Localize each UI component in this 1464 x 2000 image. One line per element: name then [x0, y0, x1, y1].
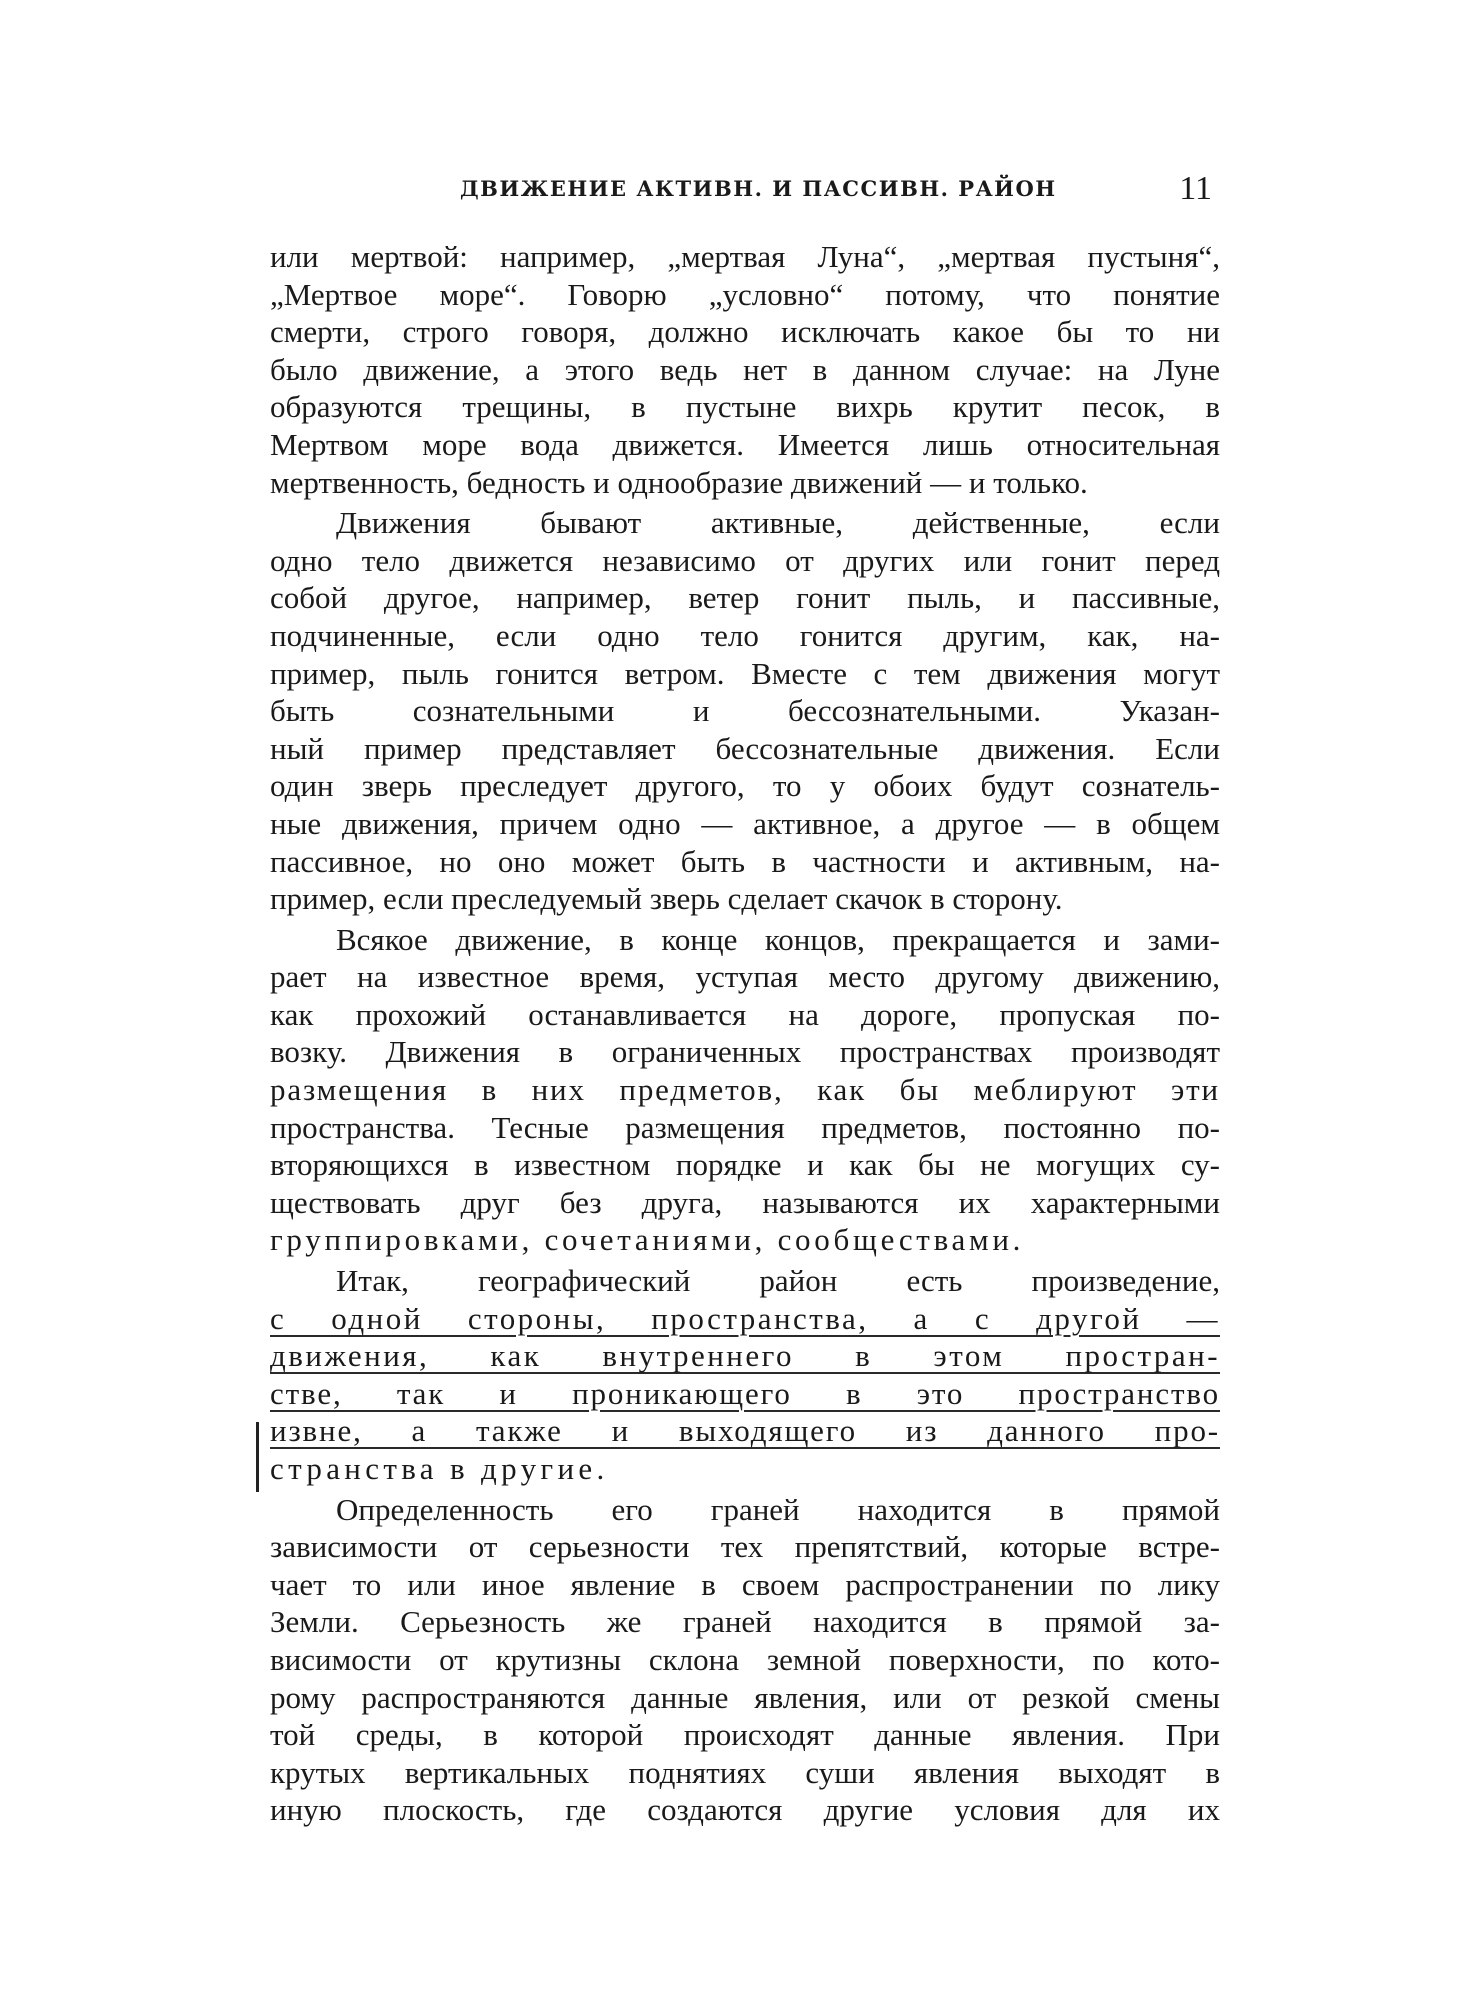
- text-line: крутых вертикальных поднятиях суши явления выходят в: [270, 1754, 1220, 1790]
- text-line: или мертвой: например, „мертвая Луна“, „мертвая пустыня“,: [270, 239, 1220, 274]
- text-line: один зверь преследует другого, то у обоих будут сознатель-: [270, 768, 1220, 804]
- text-line: смерти, строго говоря, должно исключать какое бы то ни: [270, 314, 1220, 350]
- text-line: размещения в них предметов, как бы меблируют эти: [270, 1072, 1220, 1108]
- text-line: пространства. Тесные размещения предметов, постоянно по-: [270, 1109, 1220, 1145]
- paragraph-4: [270, 1262, 1220, 1488]
- text-line-underlined: движения, как внутреннего в этом простран-: [270, 1338, 1220, 1374]
- page-number: 11: [1179, 170, 1212, 207]
- text-line: было движение, а этого ведь нет в данном случае: на Луне: [270, 351, 1220, 387]
- text-line: мертвенность, бедность и однообразие движений — и только.: [270, 464, 1088, 500]
- text-line: пример, пыль гонится ветром. Вместе с тем движения могут: [270, 655, 1220, 691]
- text-line: рому распространяются данные явления, или от резкой смены: [270, 1679, 1220, 1715]
- text-line: пример, если преследуемый зверь сделает скачок в сторону.: [270, 881, 1063, 917]
- text-line: ные движения, причем одно — активное, а другое — в общем: [270, 805, 1220, 841]
- text-line: группировками, сочетаниями, сообществами.: [270, 1222, 1025, 1258]
- text-line-underlined: с одной стороны, пространства, а с другой —: [270, 1300, 1220, 1336]
- text-line: зависимости от серьезности тех препятствий, которые встре-: [270, 1529, 1220, 1565]
- text-line: ществовать друг без друга, называются их характерными: [270, 1184, 1220, 1220]
- text-line: вторяющихся в известном порядке и как бы не могущих су-: [270, 1147, 1220, 1183]
- paragraph-1: [270, 238, 1220, 501]
- text-line-underlined: извне, а также и выходящего из данного про-: [270, 1413, 1220, 1449]
- text-line: Мертвом море вода движется. Имеется лишь относительная: [270, 426, 1220, 462]
- text-line: иную плоскость, где создаются другие условия для их: [270, 1792, 1220, 1828]
- text-line: быть сознательными и бессознательными. Указан-: [270, 693, 1220, 729]
- text-line: Всякое движение, в конце концов, прекращается и зами-: [336, 921, 1220, 957]
- text-line: подчиненные, если одно тело гонится другим, как, на-: [270, 617, 1220, 653]
- text-line: собой другое, например, ветер гонит пыль, и пассивные,: [270, 580, 1220, 616]
- text-line: образуются трещины, в пустыне вихрь крутит песок, в: [270, 389, 1220, 425]
- body-text: [270, 238, 1220, 1832]
- margin-pencil-mark: [256, 1422, 259, 1492]
- text-line: возку. Движения в ограниченных пространствах производят: [270, 1034, 1220, 1070]
- text-line: одно тело движется независимо от других или гонит перед: [270, 542, 1220, 578]
- text-line: чает то или иное явление в своем распространении по лику: [270, 1566, 1220, 1602]
- text-line: Определенность его граней находится в прямой: [336, 1491, 1220, 1527]
- paragraph-5: [270, 1491, 1220, 1829]
- text-line: Движения бывают активные, действенные, если: [336, 505, 1220, 541]
- text-line: как прохожий останавливается на дороге, пропуская по-: [270, 996, 1220, 1032]
- paragraph-3: [270, 921, 1220, 1259]
- text-line: висимости от крутизны склона земной поверхности, по кото-: [270, 1641, 1220, 1677]
- text-line: той среды, в которой происходят данные явления. При: [270, 1717, 1220, 1753]
- text-line: Земли. Серьезность же граней находится в прямой за-: [270, 1604, 1220, 1640]
- running-title: ДВИЖЕНИЕ АКТИВН. И ПАССИВН. РАЙОН: [460, 176, 1057, 201]
- text-line: рает на известное время, уступая место другому движению,: [270, 959, 1220, 995]
- text-line-underlined: стве, так и проникающего в это пространство: [270, 1375, 1220, 1411]
- paragraph-2: [270, 504, 1220, 918]
- text-line: ный пример представляет бессознательные движения. Если: [270, 730, 1220, 766]
- running-head: [270, 170, 1220, 220]
- text-line: пассивное, но оно может быть в частности и активным, на-: [270, 843, 1220, 879]
- text-line: странства в другие.: [270, 1451, 609, 1486]
- text-line: Итак, географический район есть произведение,: [336, 1263, 1220, 1299]
- text-line: „Мертвое море“. Говорю „условно“ потому, что понятие: [270, 276, 1220, 312]
